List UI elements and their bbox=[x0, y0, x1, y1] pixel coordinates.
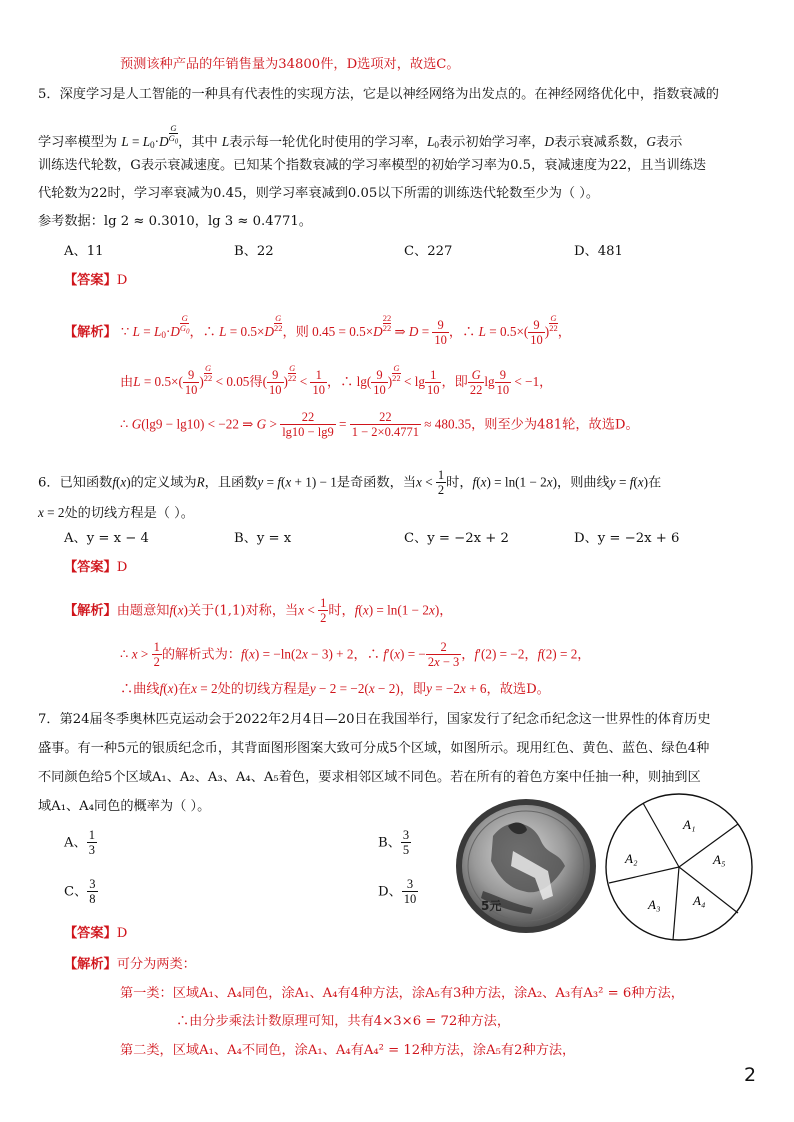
q6-analysis-line3: ∴曲线f(x)在x = 2处的切线方程是y − 2 = −2(x − 2)，即y = −2x + 6，故选D。 bbox=[120, 681, 550, 697]
q5-analysis-line2: 由L = 0.5×( $\frac{9}{10}$ ) $\frac{G}{22}$ < 0.05得( $\frac{9}{10}$ ) $\frac{G}{22}$ < $\frac{1}{10}$ ，∴ lg( $\frac{9}{10}$ ) $\frac{G}{22}$ < lg $\frac{1}{10}$ ，即 $\frac{G}{22}$ lg $\frac{9}{10}$ < −1， bbox=[120, 363, 553, 397]
q6-line2: x = 2处的切线方程是（ ）。 bbox=[38, 505, 194, 521]
coin-value-label: 5元 bbox=[481, 899, 502, 913]
q5-option-b: B、22 bbox=[234, 244, 274, 259]
q7-case1: 第一类：区域A₁、A₄同色，涂A₁、A₄有4种方法，涂A₅有3种方法，涂A₂、A₃有A₃² = 6种方法， bbox=[120, 986, 684, 1001]
region-label-a4: A₄ bbox=[693, 893, 706, 908]
q6-option-a: A、y = x − 4 bbox=[64, 531, 149, 546]
q5-analysis-line1: 【解析】 ∵ L = L0·D $\frac{G}{G_0}$ ，∴ L = 0.5×D $\frac{G}{22}$ ，则 0.45 = 0.5×D $\frac{22}{22}$ ⇒ D = $\frac{9}{10}$ ，∴ L = 0.5×( $\frac{9}{10}$ ) $\frac{G}{22}$ ， bbox=[64, 313, 571, 347]
page-number: 2 bbox=[744, 1064, 757, 1086]
q7-option-a: A、 $\frac{1}{3}$ bbox=[64, 828, 95, 858]
q7-answer: 【答案】D bbox=[64, 926, 128, 941]
region-label-a1: A₁ bbox=[683, 817, 696, 832]
q6-option-b: B、y = x bbox=[234, 531, 292, 546]
q5-line3: 训练迭代轮数，G表示衰减速度。已知某个指数衰减的学习率模型的初始学习率为0.5，衰减速度为22，且当训练迭 bbox=[38, 158, 707, 173]
q7-line3: 不同颜色给5个区域A₁、A₂、A₃、A₄、A₅着色，要求相邻区域不同色。若在所有的着色方案中任抽一种，则抽到区 bbox=[38, 770, 701, 785]
region-diagram bbox=[603, 791, 755, 943]
q5-analysis-line3: ∴ G(lg9 − lg10) < −22 ⇒ G > $\frac{22}{\lg 10 - \lg 9}$ = $\frac{22}{1 - 2\times 0.4771}$ ≈ 480.35，则至少为481轮，故选D。 bbox=[120, 410, 639, 440]
q7-option-d: D、 $\frac{3}{10}$ bbox=[378, 877, 417, 907]
q6-analysis-line1: 【解析】由题意知f(x)关于(1,1)对称，当x < $\frac{1}{2}$ 时，f(x) = ln(1 − 2x)， bbox=[64, 596, 453, 626]
q7-line2: 盛事。有一种5元的银质纪念币，其背面图形图案大致可分成5个区域，如图所示。现用红色、黄色、蓝色、绿色4种 bbox=[38, 741, 710, 756]
q5-line4: 代轮数为22时，学习率衰减为0.45，则学习率衰减到0.05以下所需的训练迭代轮数至少为（ ）。 bbox=[38, 186, 600, 201]
q7-case1-total: ∴由分步乘法计数原理可知，共有4×3×6 = 72种方法， bbox=[176, 1014, 511, 1029]
q6-answer: 【答案】D bbox=[64, 560, 128, 575]
region-label-a3: A₃ bbox=[648, 897, 661, 912]
q7-option-b: B、 $\frac{3}{5}$ bbox=[378, 828, 410, 858]
q6-line1: 6．已知函数f(x)的定义域为R，且函数y = f(x + 1) − 1是奇函数，当x < $\frac{1}{2}$ 时，f(x) = ln(1 − 2x)，则曲线y = f(x)在 bbox=[38, 468, 662, 498]
q5-line2: 学习率模型为 L = L0·D $\frac{G}{G_0}$ ，其中 L表示每一轮优化时使用的学习率，L0表示初始学习率，D表示衰减系数，G表示 bbox=[38, 123, 683, 151]
prev-conclusion: 预测该种产品的年销售量为34800件，D选项对，故选C。 bbox=[120, 57, 460, 72]
q5-answer: 【答案】D bbox=[64, 273, 128, 288]
region-label-a5: A₅ bbox=[713, 852, 726, 867]
q7-analysis-intro: 【解析】可分为两类： bbox=[64, 957, 196, 972]
q5-option-d: D、481 bbox=[574, 244, 623, 259]
commemorative-coin-image bbox=[453, 796, 599, 936]
region-label-a2: A₂ bbox=[625, 851, 638, 866]
q7-option-c: C、 $\frac{3}{8}$ bbox=[64, 877, 96, 907]
q7-line1: 7．第24届冬季奥林匹克运动会于2022年2月4日—20日在我国举行，国家发行了纪念币纪念这一世界性的体育历史 bbox=[38, 712, 711, 727]
q7-line4: 域A₁、A₄同色的概率为（ ）。 bbox=[38, 799, 211, 814]
q6-analysis-line2: ∴ x > $\frac{1}{2}$ 的解析式为：f(x) = −ln(2x − 3) + 2，∴ f′(x) = − $\frac{2}{2x - 3}$ ，f′(2) = −2，f(2) = 2， bbox=[120, 640, 591, 670]
q5-line1: 5．深度学习是人工智能的一种具有代表性的实现方法，它是以神经网络为出发点的。在神经网络优化中，指数衰减的 bbox=[38, 87, 719, 102]
q6-option-c: C、y = −2x + 2 bbox=[404, 531, 509, 546]
q5-ref: 参考数据：lg 2 ≈ 0.3010，lg 3 ≈ 0.4771。 bbox=[38, 214, 312, 229]
q6-option-d: D、y = −2x + 6 bbox=[574, 531, 680, 546]
q5-option-a: A、11 bbox=[64, 244, 104, 259]
q5-option-c: C、227 bbox=[404, 244, 453, 259]
q7-case2: 第二类，区域A₁、A₄不同色，涂A₁、A₄有A₄² = 12种方法，涂A₅有2种方法， bbox=[120, 1043, 576, 1058]
